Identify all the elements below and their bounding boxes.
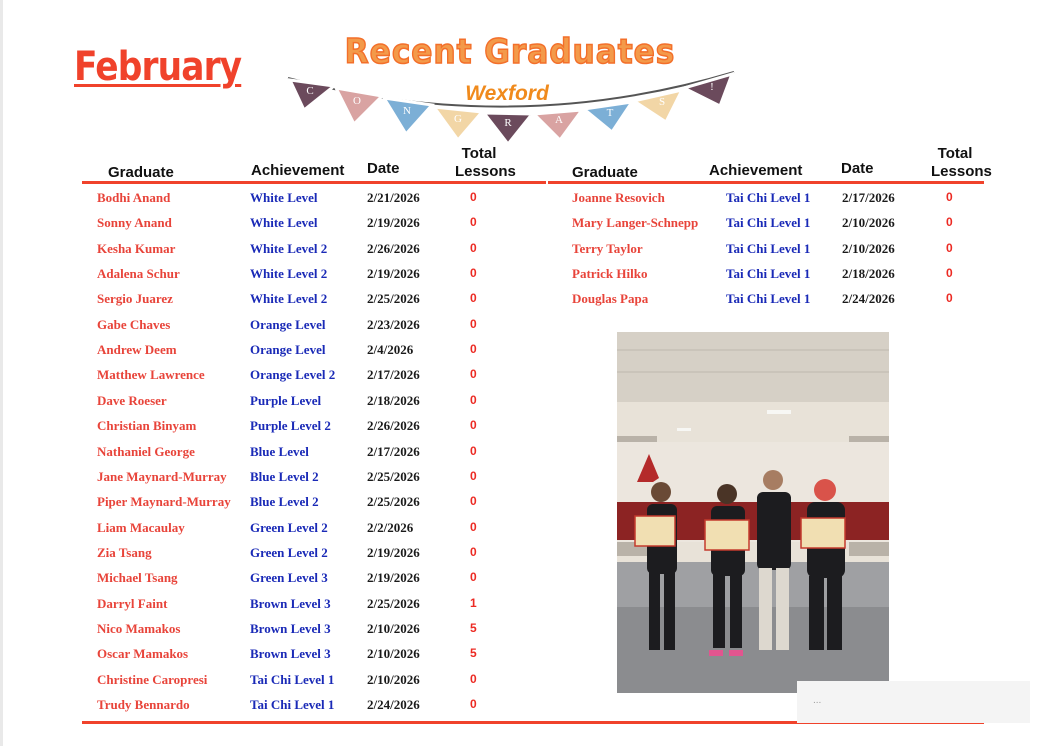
photo-illustration [617, 332, 889, 693]
total-lessons-cell: 0 [946, 266, 953, 281]
graduate-name: Matthew Lawrence [97, 367, 205, 383]
header-graduate: Graduate [572, 164, 638, 181]
date-cell: 2/19/2026 [367, 544, 420, 560]
date-cell: 2/24/2026 [842, 291, 895, 307]
graduate-name: Nico Mamakos [97, 620, 181, 636]
left-header-rule [82, 181, 546, 184]
achievement-cell: Brown Level 3 [250, 595, 331, 611]
achievement-cell: Tai Chi Level 1 [726, 266, 811, 282]
total-lessons-cell: 0 [470, 291, 477, 306]
graduate-name: Trudy Bennardo [97, 697, 190, 712]
graduate-name: Sergio Juarez [97, 291, 173, 307]
table-row [0, 266, 1044, 291]
header-date: Date [841, 160, 874, 177]
date-cell: 2/10/2026 [842, 215, 895, 231]
graduate-name: Bodhi Anand [97, 190, 171, 205]
total-lessons-cell: 0 [470, 418, 477, 433]
total-lessons-cell: 0 [470, 367, 477, 382]
achievement-cell: Blue Level 2 [250, 494, 319, 510]
total-lessons-cell: 0 [470, 544, 477, 559]
graduate-name: Christine Caropresi [97, 671, 208, 687]
achievement-cell: Purple Level [250, 392, 322, 408]
graduate-name: Piper Maynard-Murray [97, 494, 231, 510]
date-cell: 2/25/2026 [367, 468, 420, 484]
date-cell: 2/25/2026 [367, 291, 420, 307]
total-lessons-cell: 0 [470, 570, 477, 585]
header-achievement: Achievement [709, 162, 803, 179]
graduate-name: Patrick Hilko [572, 266, 648, 282]
date-cell: 2/18/2026 [367, 392, 420, 408]
graduate-name: Zia Tsang [97, 544, 152, 560]
header-achievement: Achievement [251, 162, 345, 179]
total-lessons-cell: 1 [470, 595, 477, 610]
total-lessons-cell: 0 [470, 215, 477, 230]
graduate-name: Mary Langer-Schnepp [572, 215, 699, 231]
table-row [0, 291, 1044, 316]
graduate-name: Liam Macaulay [97, 519, 185, 535]
total-lessons-cell: 0 [470, 443, 477, 458]
date-cell: 2/25/2026 [367, 595, 420, 611]
banner [282, 30, 742, 148]
graduate-name: Darryl Faint [97, 595, 168, 611]
achievement-cell: Tai Chi Level 1 [726, 240, 811, 256]
caption-text: ... [813, 695, 822, 706]
date-cell: 2/17/2026 [367, 443, 420, 459]
graduate-name: Jane Maynard-Murray [97, 468, 227, 484]
achievement-cell: Blue Level [250, 443, 309, 459]
achievement-cell: White Level 2 [250, 240, 328, 256]
achievement-cell: Brown Level 3 [250, 620, 331, 636]
graduate-name: Nathaniel George [97, 443, 195, 459]
pennant-letter: O [353, 95, 361, 107]
date-cell: 2/2/2026 [367, 519, 414, 535]
graduate-name: Dave Roeser [97, 392, 167, 408]
date-cell: 2/19/2026 [367, 215, 420, 231]
graduate-name: Gabe Chaves [97, 316, 171, 332]
date-cell: 2/19/2026 [367, 266, 420, 282]
header-date: Date [367, 160, 400, 177]
total-lessons-cell: 0 [470, 240, 477, 255]
achievement-cell: Tai Chi Level 1 [250, 697, 335, 712]
right-header-rule [548, 181, 984, 184]
pennant-letter: C [306, 85, 314, 97]
pennant-letter: A [555, 114, 563, 126]
total-lessons-cell: 0 [470, 697, 477, 711]
total-lessons-cell: 0 [946, 190, 953, 204]
header-total-lessons [931, 145, 992, 181]
table-row [0, 215, 1044, 240]
achievement-cell: Orange Level [250, 316, 326, 332]
date-cell: 2/10/2026 [367, 620, 420, 636]
date-cell: 2/10/2026 [842, 240, 895, 256]
header-total-line2: Lessons [455, 163, 516, 180]
total-lessons-cell: 0 [470, 468, 477, 483]
total-lessons-cell: 5 [470, 646, 477, 661]
header-total-line1: Total [937, 145, 973, 162]
table-row [0, 190, 1044, 215]
graduate-name: Douglas Papa [572, 291, 649, 307]
total-lessons-cell: 0 [946, 291, 953, 306]
graduate-name: Terry Taylor [572, 240, 643, 256]
total-lessons-cell: 0 [470, 494, 477, 509]
graduation-photo [617, 332, 889, 693]
pennant-letter: R [504, 117, 512, 129]
date-cell: 2/19/2026 [367, 570, 420, 586]
total-lessons-cell: 0 [946, 215, 953, 230]
total-lessons-cell: 0 [470, 190, 477, 204]
graduate-name: Andrew Deem [97, 342, 177, 358]
achievement-cell: Green Level 2 [250, 519, 328, 535]
total-lessons-cell: 0 [946, 240, 953, 255]
date-cell: 2/17/2026 [367, 367, 420, 383]
table-row [0, 241, 1044, 266]
graduate-name: Sonny Anand [97, 215, 172, 231]
total-lessons-cell: 0 [470, 519, 477, 534]
achievement-cell: Tai Chi Level 1 [726, 291, 811, 307]
caption-box [797, 681, 1030, 723]
achievement-cell: White Level [250, 190, 318, 205]
header-graduate: Graduate [108, 164, 174, 181]
total-lessons-cell: 0 [470, 392, 477, 407]
achievement-cell: Tai Chi Level 1 [726, 190, 811, 205]
total-lessons-cell: 0 [470, 671, 477, 686]
header-total-lessons [455, 145, 516, 181]
achievement-cell: Tai Chi Level 1 [250, 671, 335, 687]
date-cell: 2/26/2026 [367, 240, 420, 256]
total-lessons-cell: 0 [470, 316, 477, 331]
achievement-cell: Green Level 2 [250, 544, 328, 560]
achievement-cell: Tai Chi Level 1 [726, 215, 811, 231]
achievement-cell: Purple Level 2 [250, 418, 331, 434]
achievement-cell: White Level 2 [250, 266, 328, 282]
date-cell: 2/18/2026 [842, 266, 895, 282]
pennant-letter: S [658, 96, 666, 108]
achievement-cell: Orange Level 2 [250, 367, 336, 383]
date-cell: 2/10/2026 [367, 646, 420, 662]
total-lessons-cell: 5 [470, 620, 477, 635]
achievement-cell: Blue Level 2 [250, 468, 319, 484]
graduate-name: Adalena Schur [97, 266, 180, 282]
date-cell: 2/25/2026 [367, 494, 420, 510]
pennant-letter: G [454, 113, 462, 125]
total-lessons-cell: 0 [470, 266, 477, 281]
graduate-name: Michael Tsang [97, 570, 178, 586]
date-cell: 2/21/2026 [367, 190, 420, 205]
month-title: February [74, 44, 242, 90]
achievement-cell: White Level 2 [250, 291, 328, 307]
graduate-name: Joanne Resovich [572, 190, 665, 205]
achievement-cell: Brown Level 3 [250, 646, 331, 662]
date-cell: 2/26/2026 [367, 418, 420, 434]
date-cell: 2/10/2026 [367, 671, 420, 687]
graduate-name: Christian Binyam [97, 418, 197, 434]
pennant-letter: N [403, 105, 411, 117]
pennant-letter: T [606, 107, 614, 119]
graduate-name: Kesha Kumar [97, 240, 176, 256]
date-cell: 2/17/2026 [842, 190, 895, 205]
date-cell: 2/24/2026 [367, 697, 420, 712]
total-lessons-cell: 0 [470, 342, 477, 357]
date-cell: 2/4/2026 [367, 342, 414, 358]
header-total-line1: Total [461, 145, 497, 162]
location-label: Wexford [465, 82, 549, 105]
graduate-name: Oscar Mamakos [97, 646, 189, 662]
pennant-letter: ! [710, 81, 714, 93]
header-total-line2: Lessons [931, 163, 992, 180]
achievement-cell: Orange Level [250, 342, 326, 358]
achievement-cell: White Level [250, 215, 318, 231]
banner-title: Recent Graduates [344, 32, 676, 72]
achievement-cell: Green Level 3 [250, 570, 328, 586]
date-cell: 2/23/2026 [367, 316, 420, 332]
